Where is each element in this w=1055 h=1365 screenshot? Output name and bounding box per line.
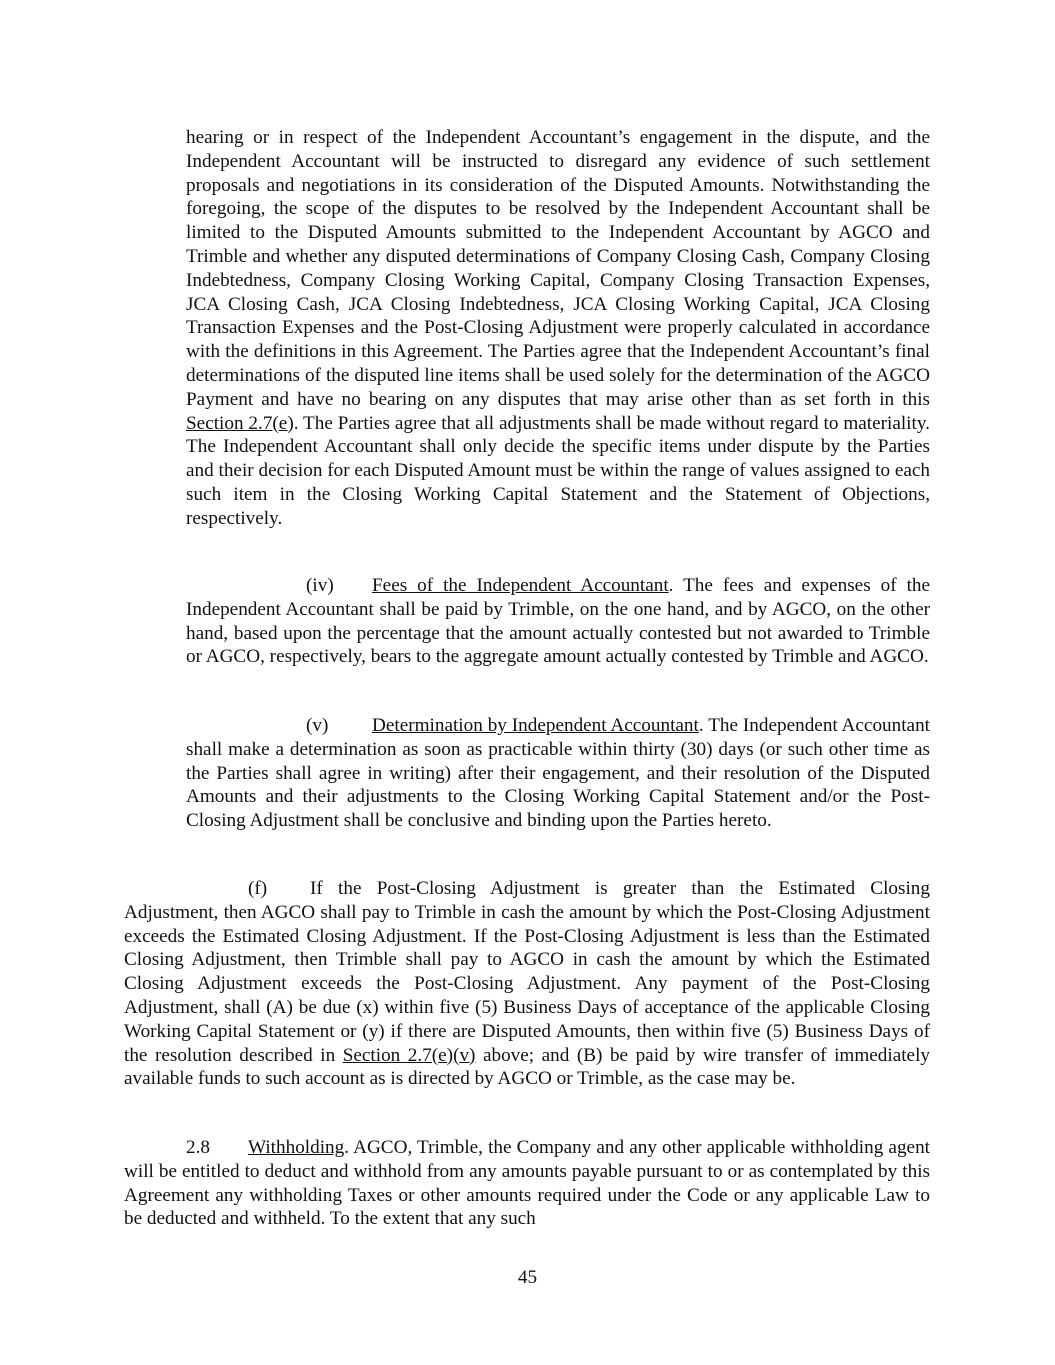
section-text-2-8: . AGCO, Trimble, the Company and any other applicable withholding agent will be entitled to deduct and withhold from any amounts payable pursuant to or as contemplated by this Agreement any withholding Taxes or other amounts required under the Code or any applicable Law to be deducted and withheld. To the extent that any such: [124, 1137, 930, 1230]
clause-text-f: If the Post-Closing Adjustment is greater than the Estimated Closing Adjustment, then AGCO shall pay to Trimble in cash the amount by which the Post-Closing Adjustment exceeds the Estimated Closing Adjustment. If the Post-Closing Adjustment is less than the Estimated Closing Adjustment, then Trimble shall pay to AGCO in cash the amount by which the Estimated Closing Adjustment exceeds the Post-Closing Adjustment. Any payment of the Post-Closing Adjustment, shall (A) be due (x) within five (5) Business Days of acceptance of the applicable Closing Working Capital Statement or (y) if there are Disputed Amounts, then within five (5) Business Days of the resolution described in: [124, 878, 930, 1066]
continuation-tail-text: . The Parties agree that all adjustments shall be made without regard to materiality. The Independent Accountant shall only decide the specific items under dispute by the Parties and their decision for each Disputed Amount must be within the range of values assigned to each such item in the Closing Working Capital Statement and the Statement of Objections, respectively.: [186, 412, 930, 529]
section-heading-withholding: Withholding: [248, 1137, 345, 1158]
clause-number-f: (f): [248, 878, 268, 899]
paragraph-f: [124, 877, 930, 1091]
paragraph-iv: [186, 574, 930, 669]
section-number-2-8: 2.8: [186, 1137, 210, 1158]
page-number: 45: [517, 1267, 538, 1288]
clause-text-v: . The Independent Accountant shall make a determination as soon as practicable within thirty (30) days (or such other time as the Parties shall agree in writing) after their engagement, and their resolution of the Disputed Amounts and their adjustments to the Closing Working Capital Statement and/or the Post-Closing Adjustment shall be conclusive and binding upon the Parties hereto.: [186, 715, 931, 832]
paragraph-v: [186, 714, 930, 833]
clause-number-v: (v): [306, 715, 329, 736]
clause-text-iv: . The fees and expenses of the Independent Accountant shall be paid by Trimble, on the one hand, and by AGCO, on the other hand, based upon the percentage that the amount actually contested but not awarded to Trimble or AGCO, respectively, bears to the aggregate amount actually contested by Trimble and AGCO.: [186, 575, 931, 668]
paragraph-2-8: [124, 1136, 930, 1231]
clause-tail-f: above; and (B) be paid by wire transfer of immediately available funds to such account as is directed by AGCO or Trimble, as the case may be.: [124, 1044, 930, 1090]
paragraph-continuation: [186, 126, 930, 531]
continuation-text: hearing or in respect of the Independent Accountant’s engagement in the dispute, and the Independent Accountant will be instructed to disregard any evidence of such settlement proposals and negotiations in its consideration of the Disputed Amounts. Notwithstanding the foregoing, the scope of the disputes to be resolved by the Independent Accountant shall be limited to the Disputed Amounts submitted to the Independent Accountant by AGCO and Trimble and whether any disputed determinations of Company Closing Cash, Company Closing Indebtedness, Company Closing Working Capital, Company Closing Transaction Expenses, JCA Closing Cash, JCA Closing Indebtedness, JCA Closing Working Capital, JCA Closing Transaction Expenses and the Post-Closing Adjustment were properly calculated in accordance with the definitions in this Agreement. The Parties agree that the Independent Accountant’s final determinations of the disputed line items shall be used solely for the determination of the AGCO Payment and have no bearing on any disputes that may arise other than as set forth in this: [186, 127, 930, 410]
clause-number-iv: (iv): [306, 575, 334, 596]
section-reference-link-f: Section 2.7(e)(v): [342, 1044, 476, 1066]
clause-heading-v: Determination by Independent Accountant: [372, 715, 699, 736]
clause-heading-iv: Fees of the Independent Accountant: [372, 575, 669, 596]
section-reference-link: Section 2.7(e): [186, 412, 294, 434]
